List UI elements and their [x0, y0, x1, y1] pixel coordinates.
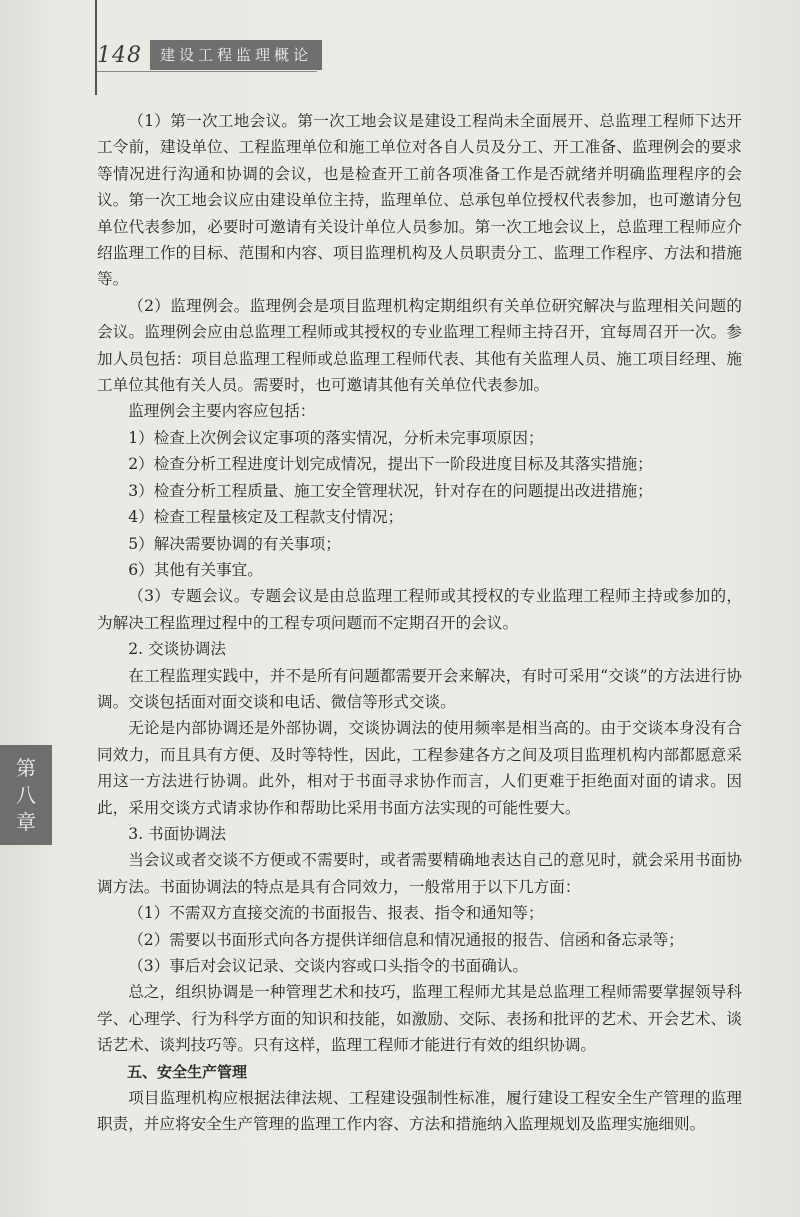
- body-text: [97, 108, 742, 1138]
- paragraph-supervision-meeting: （2）监理例会。监理例会是项目监理机构定期组织有关单位研究解决与监理相关问题的会议。监理例会应由总监理工程师或其授权的专业监理工程师主持召开，宜每周召开一次。参加人员包括：项目总监理工程师或总监理工程师代表、其他有关监理人员、施工项目经理、施工单位其他有关人员。需要时，也可邀请其他有关单位代表参加。: [97, 296, 742, 395]
- list-item: 1）检查上次例会议定事项的落实情况，分析未完事项原因；: [128, 428, 544, 447]
- running-header: [97, 40, 322, 70]
- paragraph-written-method: 当会议或者交谈不方便或不需要时，或者需要精确地表达自己的意见时，就会采用书面协调方法。书面协调法的特点是具有合同效力，一般常用于以下几方面：: [97, 851, 742, 896]
- chapter-side-tab: [0, 745, 52, 845]
- subheading-written-coordination: 3. 书面协调法: [128, 824, 226, 843]
- chapter-tab-char: 章: [16, 809, 36, 834]
- list-item: 2）检查分析工程进度计划完成情况，提出下一阶段进度目标及其落实措施；: [128, 455, 653, 474]
- paragraph-talk-method: 在工程监理实践中，并不是所有问题都需要开会来解决，有时可采用“交谈”的方法进行协调。交谈包括面对面交谈和电话、微信等形式交谈。: [97, 666, 742, 711]
- paragraph-special-meeting: （3）专题会议。专题会议是由总监理工程师或其授权的专业监理工程师主持或参加的，为解决工程监理过程中的工程专项问题而不定期召开的会议。: [97, 587, 742, 632]
- book-title: 建设工程监理概论: [150, 40, 322, 70]
- header-underline: [97, 71, 317, 72]
- list-item: 5）解决需要协调的有关事项；: [128, 534, 341, 553]
- list-item: 4）检查工程量核定及工程款支付情况；: [128, 508, 404, 527]
- list-item: （3）事后对会议记录、交谈内容或口头指令的书面确认。: [128, 957, 528, 975]
- paragraph-meeting-contents-intro: 监理例会主要内容应包括：: [128, 402, 316, 421]
- subheading-talk-coordination: 2. 交谈协调法: [128, 640, 226, 659]
- list-item: （1）不需双方直接交流的书面报告、报表、指令和通知等；: [128, 904, 544, 923]
- list-item: （2）需要以书面形式向各方提供详细信息和情况通报的报告、信函和备忘录等；: [128, 930, 684, 949]
- paragraph-safety-management: 项目监理机构应根据法律法规、工程建设强制性标准，履行建设工程安全生产管理的监理职责，并应将安全生产管理的监理工作内容、方法和措施纳入监理规划及监理实施细则。: [97, 1089, 742, 1134]
- list-item: 6）其他有关事宜。: [128, 560, 263, 579]
- page-number: 148: [97, 42, 142, 68]
- paragraph-summary: 总之，组织协调是一种管理艺术和技巧，监理工程师尤其是总监理工程师需要掌握领导科学、心理学、行为科学方面的知识和技能，如激励、交际、表扬和批评的艺术、开会艺术、谈话艺术、谈判技巧等。只有这样，监理工程师才能进行有效的组织协调。: [97, 983, 742, 1055]
- paragraph-first-site-meeting: （1）第一次工地会议。第一次工地会议是建设工程尚未全面展开、总监理工程师下达开工令前，建设单位、工程监理单位和施工单位对各自人员及分工、开工准备、监理例会的要求等情况进行沟通和协调的会议，也是检查开工前各项准备工作是否就绪并明确监理程序的会议。第一次工地会议应由建设单位主持，监理单位、总承包单位授权代表参加，也可邀请分包单位代表参加，必要时可邀请有关设计单位人员参加。第一次工地会议上，总监理工程师应介绍监理工作的目标、范围和内容、项目监理机构及人员职责分工、监理工作程序、方法和措施等。: [97, 112, 742, 289]
- chapter-tab-char: 第: [16, 755, 36, 780]
- paragraph-talk-frequency: 无论是内部协调还是外部协调，交谈协调法的使用频率是相当高的。由于交谈本身没有合同效力，而且具有方便、及时等特性，因此，工程参建各方之间及项目监理机构内部都愿意采用这一方法进行协调。此外，相对于书面寻求协作而言，人们更难于拒绝面对面的请求。因此，采用交谈方式请求协作和帮助比采用书面方法实现的可能性要大。: [97, 719, 742, 817]
- section-heading-safety: 五、安全生产管理: [127, 1062, 248, 1081]
- chapter-tab-char: 八: [16, 782, 36, 807]
- list-item: 3）检查分析工程质量、施工安全管理状况，针对存在的问题提出改进措施；: [128, 481, 653, 500]
